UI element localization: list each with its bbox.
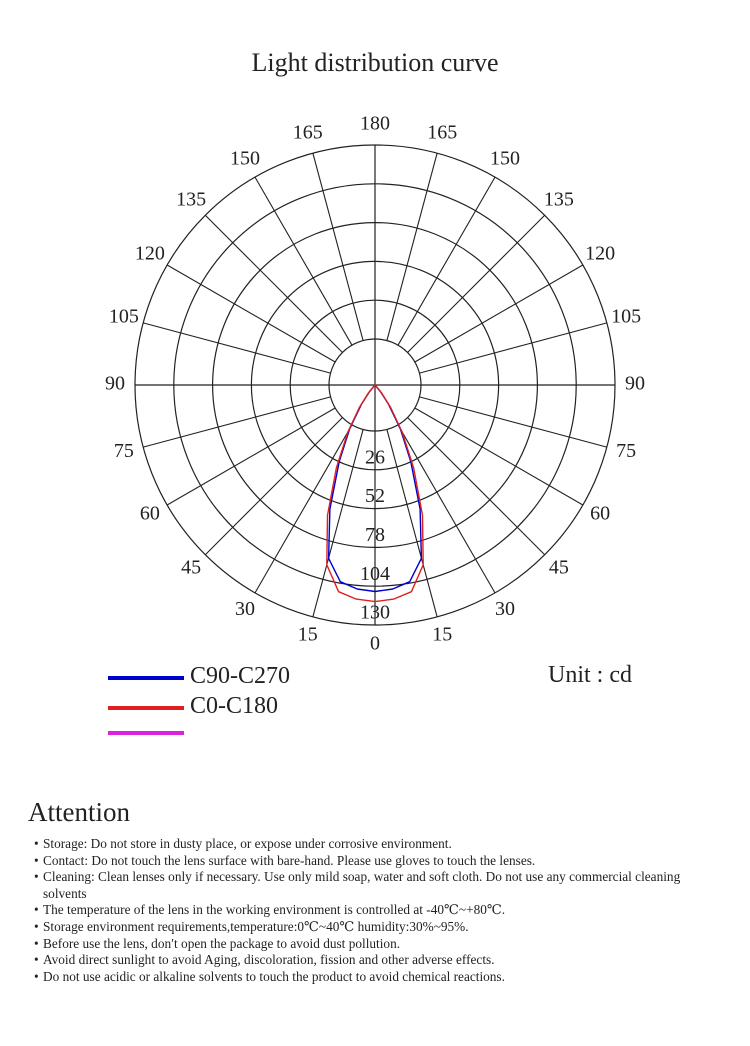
angle-tick-label: 135: [176, 188, 207, 211]
unit-label: Unit : cd: [548, 662, 632, 688]
angle-tick-label: 150: [230, 147, 260, 170]
attention-item: • Avoid direct sunlight to avoid Aging, discoloration, fission and other adverse effects.: [34, 952, 724, 969]
grid-spoke: [205, 418, 342, 555]
attention-title: Attention: [28, 797, 130, 827]
legend-label: C0-C180: [190, 693, 279, 719]
attention-item: • Contact: Do not touch the lens surface with bare-hand. Please use gloves to touch the lenses.: [34, 853, 724, 870]
attention-item: • Cleaning: Clean lenses only if necessary. Use only mild soap, water and soft cloth. Do not use any commercial cleaning solvents: [34, 869, 724, 902]
legend-swatch: [108, 676, 184, 680]
radial-tick-label: 52: [365, 485, 385, 508]
radial-tick-label: 104: [360, 562, 390, 585]
radial-tick-label: 26: [365, 446, 385, 469]
angle-tick-label: 30: [495, 597, 515, 620]
angle-tick-label: 90: [625, 372, 645, 395]
legend-swatch: [108, 731, 184, 735]
angle-tick-label: 105: [108, 305, 139, 328]
angle-tick-label: 45: [548, 556, 569, 579]
angle-tick-label: 120: [585, 242, 616, 265]
angle-tick-label: 90: [105, 372, 125, 395]
radial-tick-label: 130: [360, 601, 390, 624]
angle-tick-label: 45: [181, 556, 202, 579]
legend-label: C90-C270: [190, 663, 291, 689]
grid-spoke: [419, 323, 606, 373]
attention-item: • Do not use acidic or alkaline solvents to touch the product to avoid chemical reactions.: [34, 969, 724, 986]
angle-tick-label: 120: [134, 242, 165, 265]
radial-tick-label: 78: [365, 523, 385, 546]
grid-spoke: [408, 418, 545, 555]
grid-spoke: [205, 215, 342, 352]
attention-item: • Before use the lens, don′t open the package to avoid dust pollution.: [34, 936, 724, 953]
angle-tick-label: 60: [139, 502, 160, 525]
angle-tick-label: 165: [427, 121, 458, 144]
grid-spoke: [408, 215, 545, 352]
angle-tick-label: 15: [432, 623, 453, 646]
grid-spoke: [143, 323, 330, 373]
attention-item: • The temperature of the lens in the working environment is controlled at -40℃~+80℃.: [34, 902, 724, 919]
attention-list: [34, 836, 724, 985]
angle-tick-label: 165: [292, 121, 323, 144]
attention-item: • Storage environment requirements,temperature:0℃~40℃ humidity:30%~95%.: [34, 919, 724, 936]
grid-spoke: [313, 153, 363, 340]
attention-item: • Storage: Do not store in dusty place, or expose under corrosive environment.: [34, 836, 724, 853]
grid-spoke: [143, 397, 330, 447]
angle-tick-label: 30: [235, 597, 255, 620]
angle-tick-label: 15: [297, 623, 318, 646]
grid-spoke: [419, 397, 606, 447]
legend-swatch: [108, 706, 184, 710]
angle-tick-label: 180: [360, 112, 390, 135]
angle-tick-label: 60: [590, 502, 611, 525]
angle-tick-label: 75: [616, 439, 637, 462]
angle-tick-label: 75: [113, 439, 134, 462]
angle-tick-label: 135: [543, 188, 574, 211]
grid-spoke: [387, 153, 437, 340]
angle-tick-label: 105: [611, 305, 642, 328]
chart-title: Light distribution curve: [251, 48, 499, 77]
angle-tick-label: 150: [490, 147, 520, 170]
angle-tick-label: 0: [370, 632, 380, 655]
